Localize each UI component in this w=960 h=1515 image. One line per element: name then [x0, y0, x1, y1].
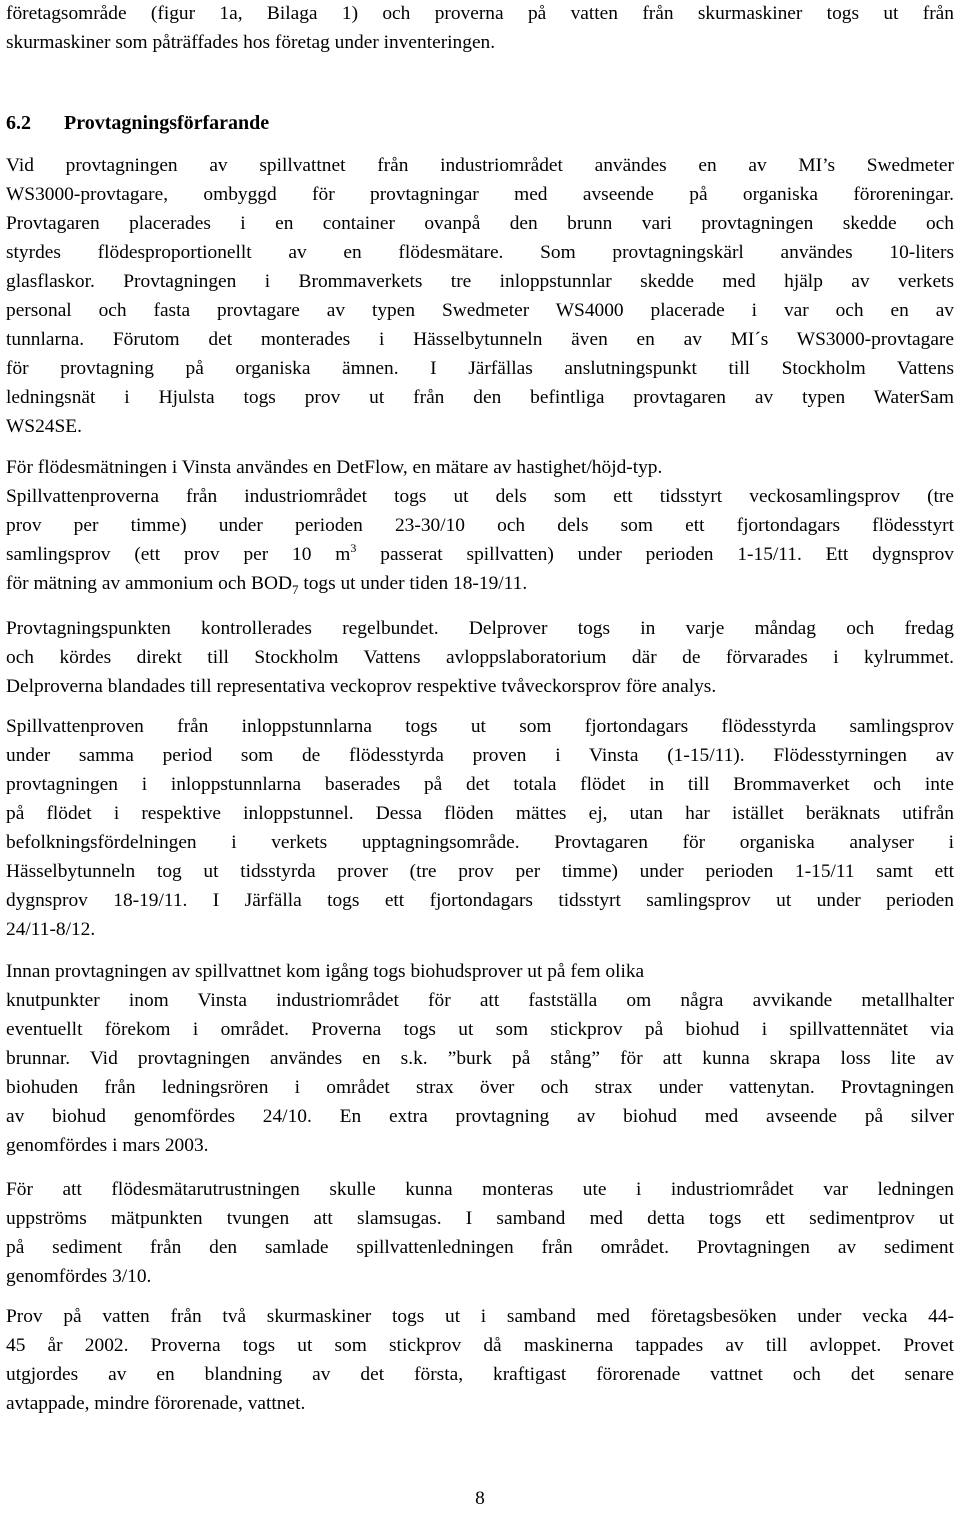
text-line	[6, 540, 954, 569]
paragraph	[6, 614, 954, 701]
text-line: WS24SE.	[6, 416, 82, 437]
text-line: och kördes direkt till Stockholm Vattens avloppslaboratorium där de förvarades i kylrummet.	[6, 647, 954, 668]
text-line: Spillvattenproven från inloppstunnlarna togs ut som fjortondagars flödesstyrda samlingsprov	[6, 716, 954, 737]
text-run: passerat spillvatten) under perioden 1-15/11. Ett dygnsprov	[356, 544, 954, 565]
text-line: genomfördes 3/10.	[6, 1266, 152, 1287]
paragraph	[6, 1175, 954, 1291]
page-number: 8	[475, 1488, 485, 1509]
text-line: tunnlarna. Förutom det monterades i Hässelbytunneln även en av MI´s WS3000-provtagare	[6, 329, 954, 350]
text-line: Provtagningspunkten kontrollerades regelbundet. Delprover togs in varje måndag och fredag	[6, 618, 954, 639]
text-line: Prov på vatten från två skurmaskiner togs ut i samband med företagsbesöken under vecka 44-	[6, 1306, 954, 1327]
text-line: styrdes flödesproportionellt av en flödesmätare. Som provtagningskärl användes 10-liters	[6, 242, 954, 263]
paragraph	[6, 453, 954, 598]
text-line: Spillvattenproverna från industriområdet togs ut dels som ett tidsstyrt veckosamlingsprov (tre	[6, 486, 954, 507]
text-line: Hässelbytunneln tog ut tidsstyrda prover (tre prov per timme) under perioden 1-15/11 samt ett	[6, 861, 954, 882]
text-line: utgjordes av en blandning av det första, kraftigast förorenade vattnet och det senare	[6, 1364, 954, 1385]
section-heading	[6, 109, 954, 138]
superscript: 3	[350, 541, 357, 555]
section-number: 6.2	[6, 112, 31, 134]
section-title: Provtagningsförfarande	[64, 112, 270, 134]
text-line: eventuellt förekom i området. Proverna togs ut som stickprov på biohud i spillvattennätet via	[6, 1019, 954, 1040]
text-line: för provtagning på organiska ämnen. I Järfällas anslutningspunkt till Stockholm Vattens	[6, 358, 954, 379]
text-line: 24/11-8/12.	[6, 919, 96, 940]
text-line: företagsområde (figur 1a, Bilaga 1) och proverna på vatten från skurmaskiner togs ut från	[6, 3, 954, 24]
text-line: biohuden från ledningsrören i området strax över och strax under vattenytan. Provtagningen	[6, 1077, 954, 1098]
text-line: av biohud genomfördes 24/10. En extra provtagning av biohud med avseende på silver	[6, 1106, 954, 1127]
text-line: brunnar. Vid provtagningen användes en s.k. ”burk på stång” för att kunna skrapa loss lite av	[6, 1048, 954, 1069]
text-line: För flödesmätningen i Vinsta användes en DetFlow, en mätare av hastighet/höjd-typ.	[6, 457, 663, 478]
text-line: genomfördes i mars 2003.	[6, 1135, 209, 1156]
subscript: 7	[291, 582, 299, 597]
paragraph	[6, 151, 954, 441]
text-line	[6, 569, 954, 598]
text-line: befolkningsfördelningen i verkets upptagningsområde. Provtagaren för organiska analyser i	[6, 832, 954, 853]
paragraph	[6, 957, 954, 1160]
text-line: skurmaskiner som påträffades hos företag under inventeringen.	[6, 32, 496, 53]
text-line: Delproverna blandades till representativa veckoprov respektive tvåveckorsprov före analys.	[6, 676, 717, 697]
text-line: prov per timme) under perioden 23-30/10 och dels som ett fjortondagars flödesstyrt	[6, 515, 954, 536]
paragraph	[6, 1302, 954, 1418]
text-line: personal och fasta provtagare av typen Swedmeter WS4000 placerade i var och en av	[6, 300, 954, 321]
text-line: avtappade, mindre förorenade, vattnet.	[6, 1393, 306, 1414]
text-line: på sediment från den samlade spillvattenledningen från området. Provtagningen av sediment	[6, 1237, 954, 1258]
text-line: knutpunkter inom Vinsta industriområdet för att fastställa om några avvikande metallhalter	[6, 990, 954, 1011]
text-line: på flödet i respektive inloppstunnel. Dessa flöden mättes ej, utan har istället beräknats utifrån	[6, 803, 954, 824]
text-line: 45 år 2002. Proverna togs ut som stickprov då maskinerna tappades av till avloppet. Provet	[6, 1335, 954, 1356]
text-line: provtagningen i inloppstunnlarna baserades på det totala flödet in till Brommaverket och inte	[6, 774, 954, 795]
text-line: ledningsnät i Hjulsta togs prov ut från den befintliga provtagaren av typen WaterSam	[6, 387, 954, 408]
text-line: glasflaskor. Provtagningen i Brommaverkets tre inloppstunnlar skedde med hjälp av verkets	[6, 271, 954, 292]
text-run: för mätning av ammonium och BOD	[6, 573, 292, 594]
paragraph	[6, 712, 954, 944]
text-run: togs ut under tiden 18-19/11.	[298, 573, 528, 594]
text-line: under samma period som de flödesstyrda proven i Vinsta (1-15/11). Flödesstyrningen av	[6, 745, 954, 766]
text-line: För att flödesmätarutrustningen skulle kunna monteras ute i industriområdet var ledningen	[6, 1179, 954, 1200]
intro-paragraph	[6, 0, 954, 57]
text-line: Vid provtagningen av spillvattnet från industriområdet användes en av MI’s Swedmeter	[6, 155, 954, 176]
text-line: uppströms mätpunkten tvungen att slamsugas. I samband med detta togs ett sedimentprov ut	[6, 1208, 954, 1229]
text-run: samlingsprov (ett prov per 10 m	[6, 544, 351, 565]
text-line: Innan provtagningen av spillvattnet kom igång togs biohudsprover ut på fem olika	[6, 961, 645, 982]
text-line: Provtagaren placerades i en container ovanpå den brunn vari provtagningen skedde och	[6, 213, 954, 234]
text-line: WS3000-provtagare, ombyggd för provtagningar med avseende på organiska föroreningar.	[6, 184, 954, 205]
text-line: dygnsprov 18-19/11. I Järfälla togs ett fjortondagars tidsstyrt samlingsprov ut under perioden	[6, 890, 954, 911]
